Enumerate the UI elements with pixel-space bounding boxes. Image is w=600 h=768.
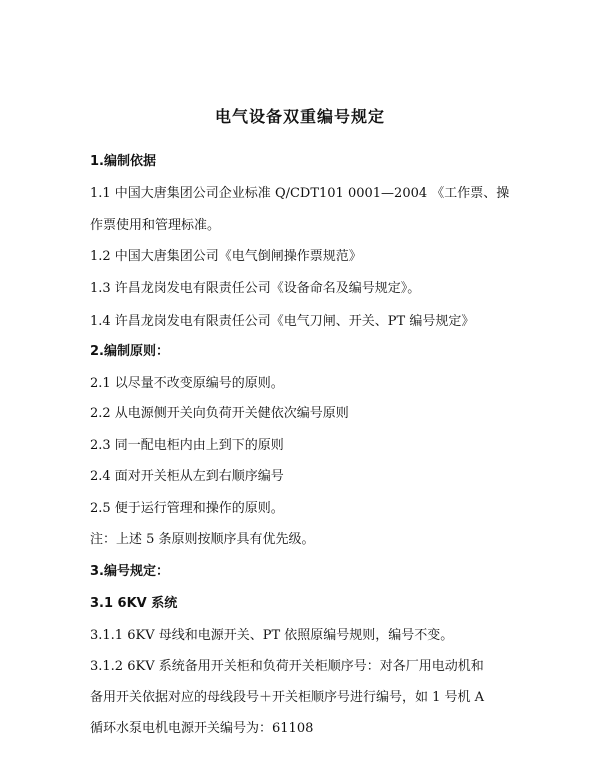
paragraph-line: 1.2 中国大唐集团公司《电气倒闸操作票规范》	[90, 249, 362, 264]
paragraph-line: 2.3 同一配电柜内由上到下的原则	[90, 438, 284, 453]
paragraph-line: 1.3 许昌龙岗发电有限责任公司《设备命名及编号规定》。	[90, 281, 421, 296]
paragraph-line: 1.1 中国大唐集团公司企业标准 Q/CDT101 0001—2004 《工作票、操	[90, 186, 510, 201]
paragraph-line: 备用开关依据对应的母线段号＋开关柜顺序号进行编号，如 1 号机 A	[90, 690, 485, 705]
note-line: 注：上述 5 条原则按顺序具有优先级。	[90, 532, 315, 547]
section-heading-rules: 3.编号规定：	[90, 564, 169, 579]
subsection-heading-6kv: 3.1 6KV 系统	[90, 596, 178, 611]
paragraph-line: 2.4 面对开关柜从左到右顺序编号	[90, 469, 284, 484]
section-heading-principles: 2.编制原则：	[90, 344, 169, 359]
paragraph-line: 3.1.1 6KV 母线和电源开关、PT 依照原编号规则，编号不变。	[90, 628, 454, 643]
paragraph-line: 2.2 从电源侧开关向负荷开关健依次编号原则	[90, 406, 349, 421]
paragraph-line: 循环水泵电机电源开关编号为：61108	[90, 721, 314, 736]
paragraph-line: 2.5 便于运行管理和操作的原则。	[90, 501, 284, 516]
section-heading-basis: 1.编制依据	[90, 154, 156, 169]
paragraph-line: 3.1.2 6KV 系统备用开关柜和负荷开关柜顺序号：对各厂用电动机和	[90, 659, 484, 674]
page-title: 电气设备双重编号规定	[214, 107, 385, 126]
paragraph-line: 2.1 以尽量不改变原编号的原则。	[90, 376, 284, 391]
paragraph-line: 1.4 许昌龙岗发电有限责任公司《电气刀闸、开关、PT 编号规定》	[90, 314, 475, 329]
paragraph-line: 作票使用和管理标准。	[90, 218, 221, 233]
